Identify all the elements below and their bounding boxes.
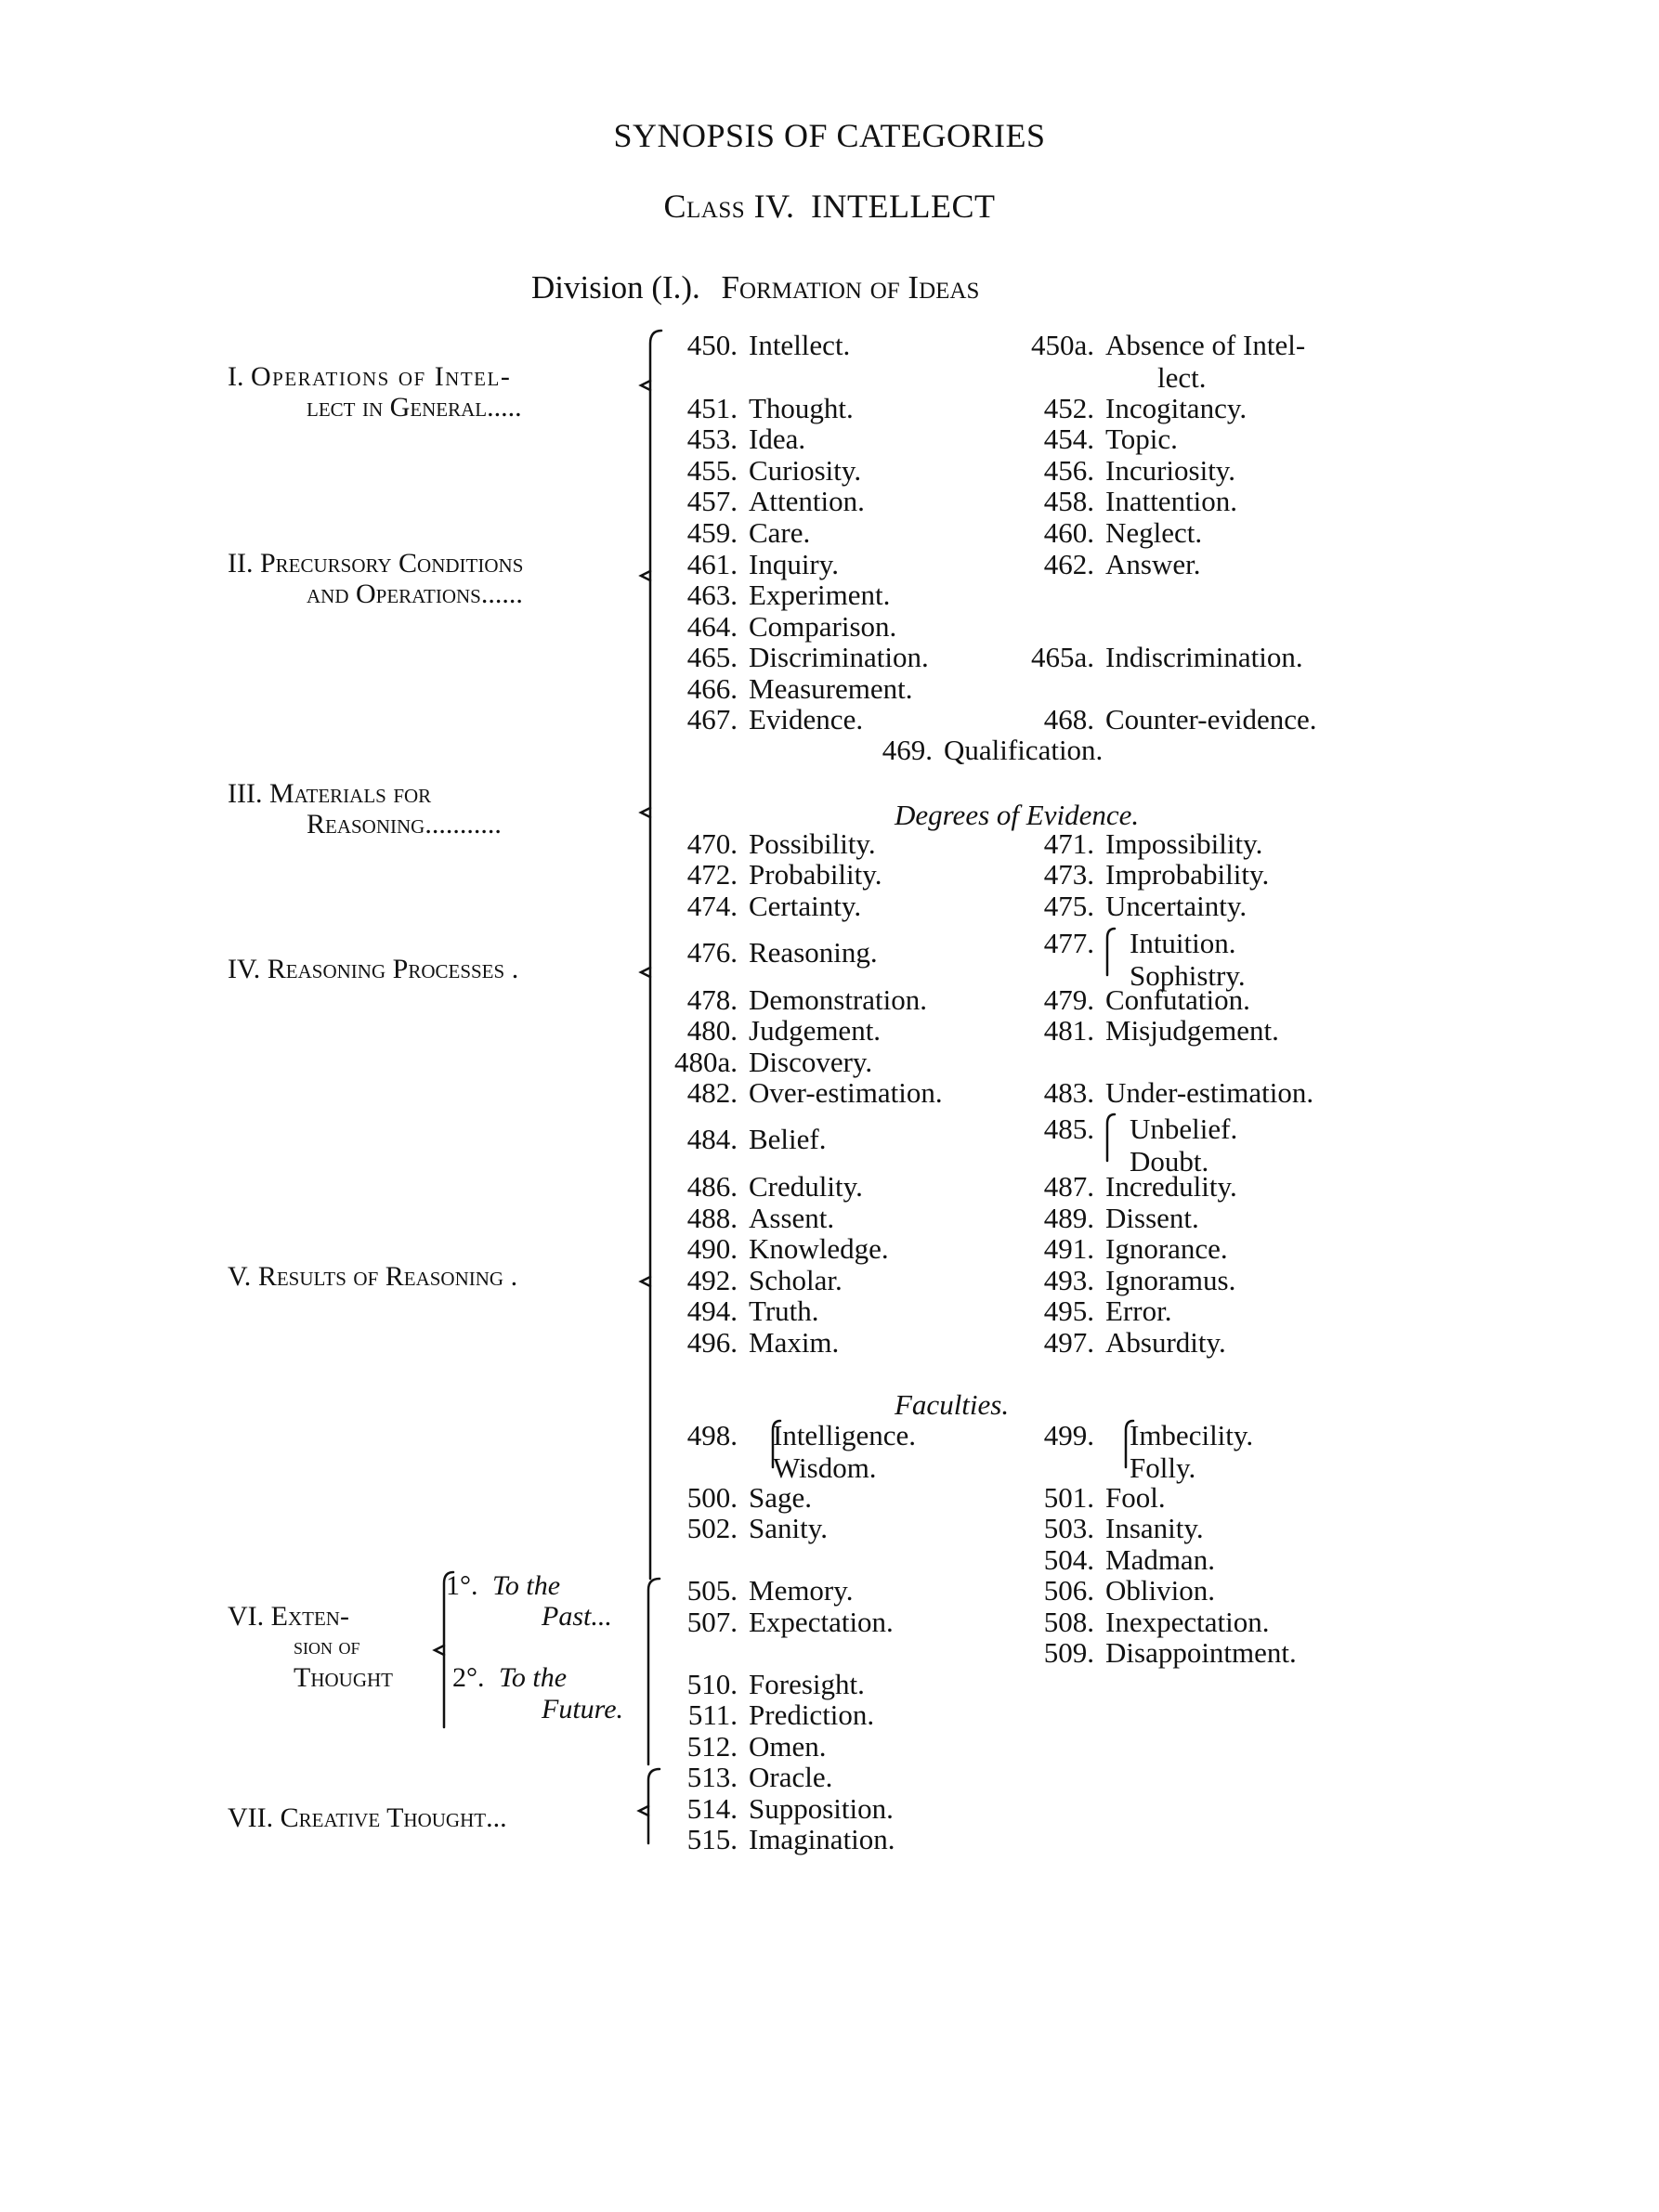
entry-number: 509. <box>1043 1636 1094 1669</box>
entry-text: Ignoramus. <box>1105 1264 1236 1296</box>
entry-number: 453. <box>686 423 738 455</box>
entry-509 <box>1018 1638 1297 1667</box>
entry-number: 456. <box>1043 454 1094 487</box>
entry-498 <box>661 1421 916 1482</box>
section-numeral: V. <box>228 1261 252 1292</box>
entry-number: 484. <box>686 1123 738 1155</box>
entry-472 <box>661 860 882 889</box>
entry-text: Confutation. <box>1105 983 1250 1016</box>
subsection-1-line2: Past... <box>542 1601 612 1632</box>
entry-465a <box>1018 643 1303 671</box>
entry-465 <box>661 643 929 671</box>
entry-464 <box>661 612 896 641</box>
subsection-2-line2: Future. <box>542 1694 624 1724</box>
class-numeral: IV. <box>753 188 795 225</box>
section-6-label-line3: Thought <box>294 1662 393 1693</box>
entry-number: 499. <box>1043 1419 1094 1451</box>
entry-number: 504. <box>1043 1543 1094 1576</box>
entry-text: Misjudgement. <box>1105 1014 1279 1047</box>
entry-477 <box>1018 929 1246 990</box>
entry-number: 467. <box>686 703 738 735</box>
entry-text: Imagination. <box>749 1823 895 1855</box>
entry-text: Fool. <box>1105 1481 1166 1514</box>
entry-text: Curiosity. <box>749 454 862 487</box>
entry-461 <box>661 550 839 579</box>
section-2-label-line2: and Operations...... <box>307 579 523 609</box>
entry-454 <box>1018 424 1178 453</box>
section-line: Results of Reasoning . <box>257 1261 518 1292</box>
entry-number: 481. <box>1043 1014 1094 1047</box>
brace-point-4 <box>641 968 650 977</box>
entry-494 <box>661 1296 819 1325</box>
entry-492 <box>661 1266 843 1295</box>
section-line: Reasoning Processes . <box>267 954 519 984</box>
entry-number: 508. <box>1043 1606 1094 1638</box>
class-name: INTELLECT <box>811 188 996 225</box>
entry-text: Demonstration. <box>749 983 927 1016</box>
entry-number: 461. <box>686 548 738 580</box>
entry-number: 493. <box>1043 1264 1094 1296</box>
entry-number: 466. <box>686 672 738 705</box>
entry-470 <box>661 829 876 858</box>
entry-text: Expectation. <box>749 1606 894 1638</box>
entry-456 <box>1018 456 1235 485</box>
entry-479 <box>1018 985 1250 1014</box>
entry-number: 512. <box>686 1730 738 1763</box>
entry-number: 483. <box>1043 1076 1094 1109</box>
entry-number: 514. <box>686 1792 738 1825</box>
brace-vii <box>648 1769 660 1843</box>
entry-486 <box>661 1172 863 1201</box>
entry-499 <box>1018 1421 1253 1482</box>
entry-474 <box>661 891 861 920</box>
subheading-degrees: Degrees of Evidence. <box>895 799 1140 831</box>
entry-text-line2: Sophistry. <box>1130 959 1246 992</box>
entry-number: 480a. <box>673 1046 738 1078</box>
entry-490 <box>661 1234 889 1263</box>
entry-number: 477. <box>1043 927 1094 959</box>
brace-sub-point <box>435 1646 444 1655</box>
entry-513 <box>661 1763 832 1791</box>
entry-text: Discrimination. <box>749 641 929 673</box>
division-numeral: (I.). <box>651 269 700 306</box>
entry-text-line2: Folly. <box>1130 1451 1196 1484</box>
entry-number: 488. <box>686 1202 738 1234</box>
entry-text: Intuition. <box>1130 927 1236 959</box>
entry-500 <box>661 1483 812 1512</box>
entry-number: 465. <box>686 641 738 673</box>
entry-number: 462. <box>1043 548 1094 580</box>
entry-text: Supposition. <box>749 1792 894 1825</box>
entry-text: Topic. <box>1105 423 1178 455</box>
entry-text: Absurdity. <box>1105 1326 1226 1359</box>
entry-text: Disappointment. <box>1105 1636 1297 1669</box>
subsection-ordinal: 1°. <box>446 1570 478 1601</box>
entry-485 <box>1018 1114 1237 1176</box>
entry-469 <box>856 735 1103 764</box>
entry-text: Thought. <box>749 392 854 424</box>
entry-450a <box>1018 331 1305 392</box>
entry-number: 487. <box>1043 1170 1094 1203</box>
entry-text: Maxim. <box>749 1326 840 1359</box>
entry-text: Comparison. <box>749 610 897 643</box>
entry-503 <box>1018 1514 1204 1542</box>
section-3-label-line2: Reasoning........... <box>307 809 502 839</box>
entry-number: 452. <box>1043 392 1094 424</box>
entry-number: 479. <box>1043 983 1094 1016</box>
entry-text: Sage. <box>749 1481 813 1514</box>
entry-463 <box>661 580 890 609</box>
section-6-label-line2: sion of <box>294 1633 360 1659</box>
entry-text: Indiscrimination. <box>1105 641 1303 673</box>
entry-number: 478. <box>686 983 738 1016</box>
entry-text: Judgement. <box>749 1014 882 1047</box>
entry-number: 459. <box>686 516 738 549</box>
entry-text-line2: Wisdom. <box>773 1451 877 1484</box>
entry-number: 457. <box>686 485 738 517</box>
entry-number: 498. <box>686 1419 738 1451</box>
entry-460 <box>1018 518 1202 547</box>
entry-number: 502. <box>686 1512 738 1544</box>
entry-504 <box>1018 1545 1215 1574</box>
entry-number: 492. <box>686 1264 738 1296</box>
entry-number: 515. <box>686 1823 738 1855</box>
entry-450 <box>661 331 850 359</box>
entry-number: 510. <box>686 1668 738 1700</box>
entry-text: Certainty. <box>749 890 862 922</box>
entry-512 <box>661 1732 827 1761</box>
entry-text: Belief. <box>749 1123 827 1155</box>
section-line: Creative Thought... <box>280 1802 507 1833</box>
entry-number: 473. <box>1043 858 1094 891</box>
entry-number: 501. <box>1043 1481 1094 1514</box>
entry-480 <box>661 1016 881 1045</box>
entry-text: Under-estimation. <box>1105 1076 1314 1109</box>
entry-text: Incredulity. <box>1105 1170 1237 1203</box>
entry-number: 475. <box>1043 890 1094 922</box>
entry-455 <box>661 456 861 485</box>
entry-466 <box>661 674 912 703</box>
page-title: SYNOPSIS OF CATEGORIES <box>613 117 1046 154</box>
entry-text: Unbelief. <box>1130 1113 1238 1145</box>
entry-text: Madman. <box>1105 1543 1215 1576</box>
division-label: Division <box>531 269 644 306</box>
entry-text: Experiment. <box>749 579 891 611</box>
entry-484 <box>661 1125 827 1153</box>
entry-text: Knowledge. <box>749 1232 889 1265</box>
entry-text: Probability. <box>749 858 882 891</box>
brace-point-7 <box>639 1806 648 1815</box>
entry-text: Impossibility. <box>1105 827 1263 860</box>
entry-487 <box>1018 1172 1237 1201</box>
entry-text: Imbecility. <box>1130 1419 1254 1451</box>
brace-point-3 <box>641 808 650 817</box>
entry-text: Discovery. <box>749 1046 873 1078</box>
entry-text: Answer. <box>1105 548 1201 580</box>
entry-text: Oracle. <box>749 1761 833 1793</box>
entry-number: 472. <box>686 858 738 891</box>
entry-text: Inexpectation. <box>1105 1606 1270 1638</box>
brace-vi <box>648 1579 660 1764</box>
entry-text: Measurement. <box>749 672 913 705</box>
subheading-faculties: Faculties. <box>895 1388 1010 1421</box>
entry-number: 495. <box>1043 1295 1094 1327</box>
entry-text: Possibility. <box>749 827 876 860</box>
entry-text: Counter-evidence. <box>1105 703 1317 735</box>
entry-text: Neglect. <box>1105 516 1203 549</box>
entry-number: 503. <box>1043 1512 1094 1544</box>
entry-number: 496. <box>686 1326 738 1359</box>
entry-text: Attention. <box>749 485 865 517</box>
entry-number: 480. <box>686 1014 738 1047</box>
entry-text: Dissent. <box>1105 1202 1199 1234</box>
division-name: Formation of Ideas <box>721 269 980 306</box>
section-numeral: II. <box>228 548 254 579</box>
entry-text: Reasoning. <box>749 936 878 969</box>
entry-459 <box>661 518 810 547</box>
entry-453 <box>661 424 805 453</box>
entry-number: 468. <box>1043 703 1094 735</box>
entry-number: 489. <box>1043 1202 1094 1234</box>
entry-number: 500. <box>686 1481 738 1514</box>
entry-number: 454. <box>1043 423 1094 455</box>
entry-text: Absence of Intel- <box>1105 329 1306 361</box>
entry-number: 474. <box>686 890 738 922</box>
subsection-line: To the <box>492 1570 561 1601</box>
entry-number: 450a. <box>1030 329 1094 361</box>
entry-468 <box>1018 705 1316 734</box>
entry-number: 507. <box>686 1606 738 1638</box>
entry-number: 470. <box>686 827 738 860</box>
entry-497 <box>1018 1328 1226 1357</box>
entry-471 <box>1018 829 1262 858</box>
entry-511 <box>661 1700 874 1729</box>
entry-text: Inquiry. <box>749 548 839 580</box>
section-numeral: III. <box>228 778 263 809</box>
entry-text: Credulity. <box>749 1170 863 1203</box>
brace-point-5 <box>641 1277 650 1286</box>
entry-number: 482. <box>686 1076 738 1109</box>
entry-481 <box>1018 1016 1279 1045</box>
subsection-ordinal: 2°. <box>452 1662 485 1693</box>
entry-462 <box>1018 550 1200 579</box>
entry-506 <box>1018 1576 1215 1605</box>
entry-number: 513. <box>686 1761 738 1793</box>
entry-507 <box>661 1607 894 1636</box>
entry-number: 494. <box>686 1295 738 1327</box>
entry-483 <box>1018 1078 1313 1107</box>
entry-text: Intelligence. <box>773 1419 917 1451</box>
section-line: Precursory Conditions <box>259 548 524 579</box>
entry-text: Memory. <box>749 1574 854 1607</box>
entry-text: Scholar. <box>749 1264 843 1296</box>
entry-508 <box>1018 1607 1269 1636</box>
entry-number: 491. <box>1043 1232 1094 1265</box>
section-numeral: VI. <box>228 1601 265 1632</box>
entry-number: 497. <box>1043 1326 1094 1359</box>
entry-text: Over-estimation. <box>749 1076 943 1109</box>
entry-493 <box>1018 1266 1235 1295</box>
entry-number: 476. <box>686 936 738 969</box>
entry-489 <box>1018 1204 1199 1232</box>
entry-number: 460. <box>1043 516 1094 549</box>
entry-458 <box>1018 487 1237 515</box>
entry-505 <box>661 1576 854 1605</box>
entry-number: 485. <box>1043 1113 1094 1145</box>
entry-text: Uncertainty. <box>1105 890 1248 922</box>
entry-488 <box>661 1204 834 1232</box>
entry-text: Truth. <box>749 1295 819 1327</box>
entry-text: Prediction. <box>749 1698 875 1731</box>
entry-text: Incogitancy. <box>1105 392 1248 424</box>
entry-451 <box>661 394 854 423</box>
entry-number: 469. <box>882 734 933 766</box>
section-numeral: I. <box>228 361 244 392</box>
entry-number: 511. <box>687 1698 738 1731</box>
entry-text: Error. <box>1105 1295 1172 1327</box>
entry-number: 486. <box>686 1170 738 1203</box>
entry-515 <box>661 1825 895 1854</box>
entry-text: Idea. <box>749 423 806 455</box>
section-numeral: VII. <box>228 1802 274 1833</box>
entry-480a <box>661 1047 872 1076</box>
entry-number: 451. <box>686 392 738 424</box>
entry-text: Insanity. <box>1105 1512 1204 1544</box>
entry-text: Intellect. <box>749 329 851 361</box>
entry-text: Improbability. <box>1105 858 1270 891</box>
entry-number: 455. <box>686 454 738 487</box>
entry-text: Inattention. <box>1105 485 1238 517</box>
entry-text: Evidence. <box>749 703 864 735</box>
entry-number: 465a. <box>1030 641 1094 673</box>
entry-number: 506. <box>1043 1574 1094 1607</box>
section-numeral: IV. <box>228 954 261 984</box>
entry-514 <box>661 1794 894 1823</box>
entry-467 <box>661 705 863 734</box>
entry-496 <box>661 1328 839 1357</box>
brace-point-1 <box>641 381 650 390</box>
entry-text-line2: Doubt. <box>1130 1145 1209 1178</box>
entry-457 <box>661 487 865 515</box>
entry-text: Assent. <box>749 1202 835 1234</box>
entry-number: 463. <box>686 579 738 611</box>
entry-478 <box>661 985 927 1014</box>
main-brace-line <box>650 331 661 1579</box>
class-label: Class <box>663 188 746 225</box>
entry-text: Ignorance. <box>1105 1232 1228 1265</box>
entry-491 <box>1018 1234 1228 1263</box>
entry-text: Care. <box>749 516 811 549</box>
entry-text: Foresight. <box>749 1668 865 1700</box>
subsection-line: To the <box>499 1662 568 1693</box>
section-line: Operations of Intel- <box>251 361 512 392</box>
entry-text: Oblivion. <box>1105 1574 1215 1607</box>
entry-473 <box>1018 860 1269 889</box>
entry-number: 505. <box>686 1574 738 1607</box>
section-1-label-line2: lect in General..... <box>307 392 522 423</box>
entry-475 <box>1018 891 1247 920</box>
entry-476 <box>661 938 878 967</box>
entry-501 <box>1018 1483 1166 1512</box>
brace-point-2 <box>641 571 650 580</box>
entry-number: 450. <box>686 329 738 361</box>
entry-text: Qualification. <box>944 734 1104 766</box>
entry-number: 458. <box>1043 485 1094 517</box>
entry-502 <box>661 1514 828 1542</box>
entry-510 <box>661 1670 865 1698</box>
entry-452 <box>1018 394 1247 423</box>
entry-text-line2: lect. <box>1157 361 1207 394</box>
brace-sub <box>444 1572 453 1727</box>
entry-text: Incuriosity. <box>1105 454 1236 487</box>
section-line: Materials for <box>268 778 432 809</box>
entry-number: 471. <box>1043 827 1094 860</box>
entry-text: Sanity. <box>749 1512 828 1544</box>
entry-text: Omen. <box>749 1730 827 1763</box>
entry-number: 464. <box>686 610 738 643</box>
section-line: Exten- <box>270 1601 349 1632</box>
entry-482 <box>661 1078 943 1107</box>
entry-number: 490. <box>686 1232 738 1265</box>
entry-495 <box>1018 1296 1171 1325</box>
